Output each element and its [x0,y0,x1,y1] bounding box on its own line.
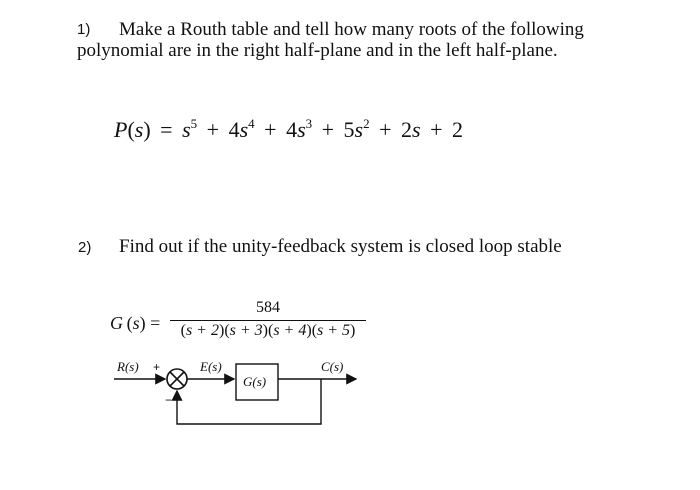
input-label: R(s) [117,359,139,374]
minus-sign: − [165,393,173,407]
block-label: G(s) [243,374,267,389]
poly-func-var: s [134,117,144,142]
poly-term: 2 [452,117,464,142]
polynomial-equation: $P(s) = s^5 + 4s^4 + 4s^3 + 5s^2 + 2s + 2$ [114,116,464,142]
transfer-function-numerator: 584 [256,299,280,316]
poly-term: $4s^4$ [228,116,255,142]
problem-1-text-line-1: Make a Routh table and tell how many roots of the following [119,19,584,40]
problem-2-text: Find out if the unity-feedback system is closed loop stable [119,236,562,257]
problem-1-number: 1) [77,21,91,38]
error-label: E(s) [200,359,222,374]
plus-sign: + [153,360,161,374]
poly-equals: = [160,117,173,142]
summing-junction [167,369,187,389]
poly-term: $4s^3$ [286,116,313,142]
poly-func-name: P [114,117,128,142]
transfer-function-denominator: (s + 2)(s + 3)(s + 4)(s + 5) [180,322,356,339]
poly-term: $5s^2$ [343,116,370,142]
output-label: C(s) [321,359,344,374]
problem-1-text-line-2: polynomial are in the right half-plane and in the left half-plane. [77,40,558,61]
transfer-function-lhs: G (s) = [110,313,161,333]
problem-2-number: 2) [78,239,92,256]
poly-term: 2s [401,117,421,142]
poly-term: $s^5$ [182,116,198,142]
